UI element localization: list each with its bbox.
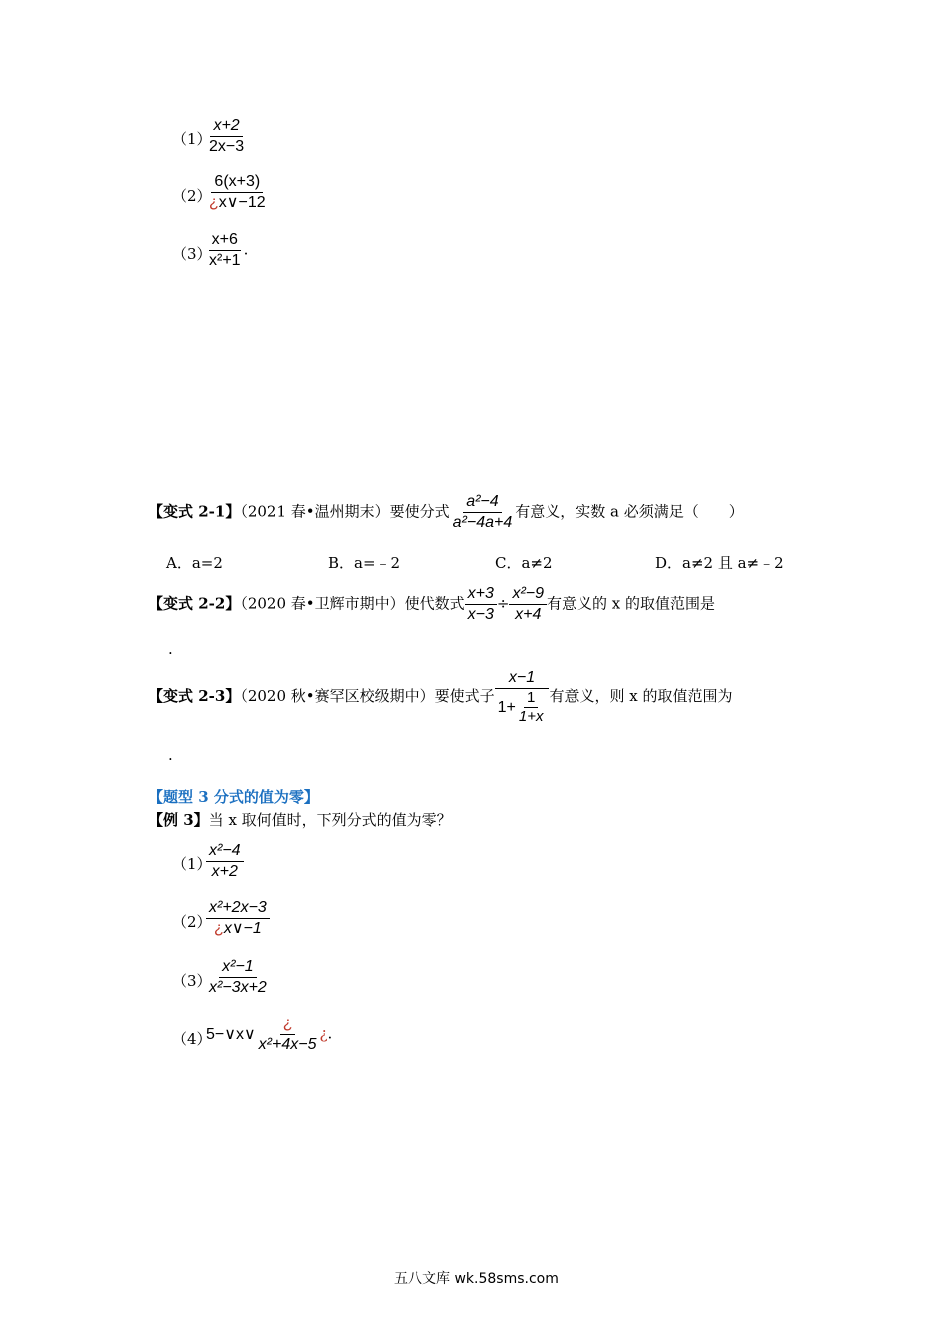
s3-fraction-2 bbox=[206, 898, 270, 939]
period: . bbox=[243, 240, 249, 259]
fraction-numerator: x²−9 bbox=[509, 584, 547, 605]
period: . bbox=[327, 1024, 333, 1043]
variant-tag: 【变式 2-1】 bbox=[148, 502, 241, 521]
garbled-symbol: ¿ bbox=[319, 1024, 328, 1043]
variant-2-3 bbox=[148, 668, 732, 726]
variant-tag: 【变式 2-2】 bbox=[148, 594, 241, 613]
fraction-prefix: 5−∨x∨ bbox=[206, 1025, 256, 1043]
fraction-denominator: x+2 bbox=[211, 863, 238, 880]
garbled-symbol: ¿ bbox=[209, 194, 219, 211]
fraction-numerator: x²−4 bbox=[206, 841, 244, 862]
fraction-numerator: 6(x+3) bbox=[211, 172, 263, 193]
variant-source: （2020 秋•赛罕区校级期中）要使式子 bbox=[240, 687, 495, 705]
fraction-denominator: x∨−12 bbox=[218, 194, 266, 211]
s3-item-1-label: （1） bbox=[172, 855, 212, 873]
s3-item-3-label: （3） bbox=[172, 972, 212, 990]
example-3 bbox=[148, 809, 452, 830]
item-2-label: （2） bbox=[172, 187, 212, 205]
fraction-numerator: x+2 bbox=[210, 116, 242, 137]
example-text: 当 x 取何值时，下列分式的值为零？ bbox=[208, 811, 452, 829]
section-title: 【题型 3 分式的值为零】 bbox=[148, 788, 319, 806]
fraction-2 bbox=[206, 172, 269, 213]
s3-fraction-3 bbox=[206, 957, 270, 998]
fraction-denominator: x²+4x−5 bbox=[258, 1036, 317, 1053]
blank-period: . bbox=[168, 640, 173, 658]
inner-numerator: 1 bbox=[524, 689, 538, 708]
s3-fraction-4 bbox=[206, 1014, 332, 1055]
item-3-label: （3） bbox=[172, 245, 212, 263]
variant-after: 有意义，实数 a 必须满足（ ） bbox=[515, 502, 744, 521]
variant-2-1 bbox=[148, 492, 744, 533]
variant-tag: 【变式 2-3】 bbox=[148, 687, 241, 705]
option-a: A．a=2 bbox=[166, 554, 223, 572]
fraction-numerator: a²−4 bbox=[463, 492, 501, 513]
fraction-1 bbox=[206, 116, 247, 157]
denominator-prefix: 1+ bbox=[497, 698, 516, 716]
example-tag: 【例 3】 bbox=[148, 811, 209, 829]
fraction-denominator: x+4 bbox=[515, 606, 542, 623]
fraction-denominator: x−3 bbox=[467, 606, 494, 623]
blank-period: . bbox=[168, 746, 173, 764]
s3-item-4-label: （4） bbox=[172, 1030, 212, 1048]
inner-denominator: 1+x bbox=[518, 708, 544, 725]
fraction-denominator: x²+1 bbox=[209, 252, 241, 269]
garbled-symbol: ¿ bbox=[214, 920, 224, 937]
fraction-3 bbox=[206, 230, 248, 271]
division-sign: ÷ bbox=[496, 594, 510, 613]
variant-source: （2020 春•卫辉市期中）使代数式 bbox=[240, 594, 465, 613]
variant-2-2 bbox=[148, 584, 715, 625]
fraction-numerator: x+6 bbox=[209, 230, 241, 251]
fraction-numerator: x+3 bbox=[465, 584, 497, 605]
option-d: D．a≠2 且 a≠﹣2 bbox=[655, 554, 784, 572]
fraction-denominator: 2x−3 bbox=[209, 138, 245, 155]
variant-after: 有意义，则 x 的取值范围为 bbox=[549, 687, 733, 705]
option-c: C．a≠2 bbox=[495, 554, 553, 572]
s3-fraction-1 bbox=[206, 841, 244, 882]
fraction-denominator: a²−4a+4 bbox=[452, 514, 513, 531]
option-b: B．a=﹣2 bbox=[328, 554, 401, 572]
fraction-numerator: x²−1 bbox=[219, 957, 257, 978]
item-1-label: （1） bbox=[172, 130, 212, 148]
footer-watermark: 五八文库 wk.58sms.com bbox=[394, 1271, 559, 1287]
s3-item-2-label: （2） bbox=[172, 913, 212, 931]
fraction-numerator: x−1 bbox=[495, 668, 549, 689]
variant-after: 有意义的 x 的取值范围是 bbox=[547, 594, 716, 613]
garbled-symbol: ¿ bbox=[280, 1014, 296, 1035]
fraction-numerator: x²+2x−3 bbox=[206, 898, 270, 919]
variant-source: （2021 春•温州期末）要使分式 bbox=[240, 502, 450, 521]
fraction-denominator: x²−3x+2 bbox=[209, 979, 267, 996]
fraction-denominator: x∨−1 bbox=[223, 920, 262, 937]
